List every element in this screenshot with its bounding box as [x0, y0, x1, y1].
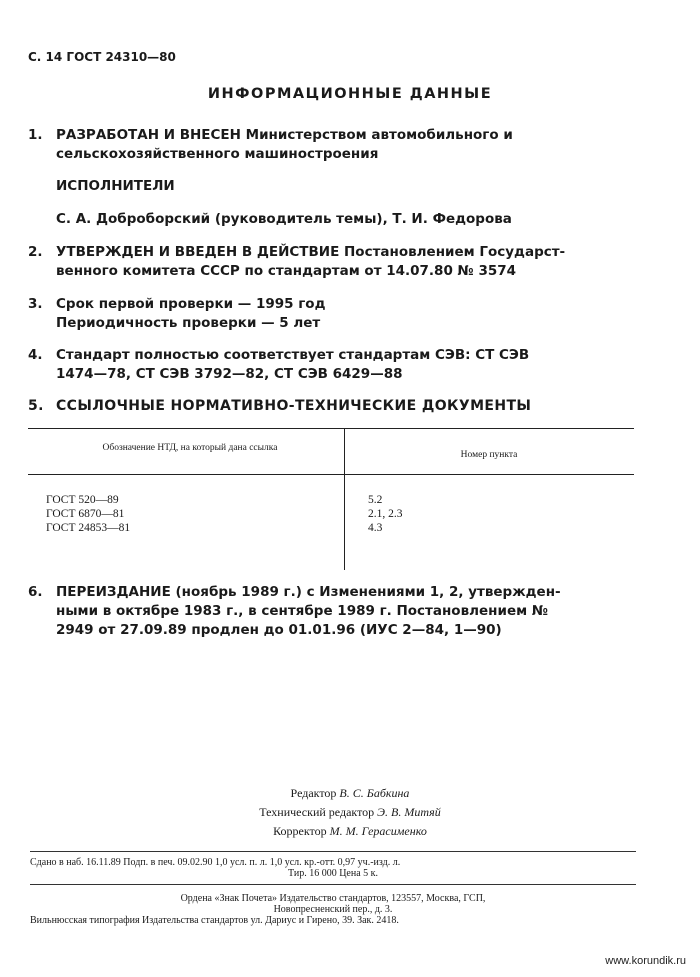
item-line: С. А. Доброборский (руководитель темы), Т. И. Федорова: [56, 211, 512, 227]
table-row: [368, 494, 382, 507]
editor-role: Редактор: [290, 786, 337, 800]
item-line: 1474—78, СТ СЭВ 3792—82, СТ СЭВ 6429—88: [56, 366, 403, 382]
editor-name: М. М. Герасименко: [329, 824, 427, 838]
item-line: ИСПОЛНИТЕЛИ: [56, 178, 175, 194]
item-5: [28, 397, 531, 416]
item-1: [28, 126, 660, 164]
publisher-line: Новопресненский пер., д. 3.: [273, 904, 393, 915]
publisher-line: Вильнюсская типография Издательства стандартов ул. Дариус и Гирено, 39. Зак. 2418.: [30, 915, 399, 926]
executors-heading: [28, 177, 175, 196]
table-header-document: Обозначение НТД, на который дана ссылка: [102, 443, 278, 453]
item-line: Периодичность проверки — 5 лет: [56, 315, 321, 331]
item-line: ными в октябре 1983 г., в сентябре 1989 г. Постановлением №: [56, 603, 549, 619]
editor-line: [0, 803, 700, 822]
table-row: [46, 522, 130, 535]
editor-line: [0, 784, 700, 803]
imprint-rule-top: [30, 851, 636, 852]
item-line: Срок первой проверки — 1995 год: [56, 296, 326, 312]
item-3: [28, 295, 660, 333]
item-line: УТВЕРЖДЕН И ВВЕДЕН В ДЕЙСТВИЕ Постановлением Государст-: [56, 244, 566, 260]
editor-line: [0, 822, 700, 841]
table-cell-document: ГОСТ 24853—81: [46, 522, 131, 534]
table-row: [46, 508, 124, 521]
table-cell-clause: 4.3: [368, 522, 383, 534]
item-4: [28, 346, 660, 384]
item-number: 3.: [28, 296, 43, 312]
table-cell-document: ГОСТ 6870—81: [46, 508, 125, 520]
item-line: венного комитета СССР по стандартам от 14.07.80 № 3574: [56, 263, 517, 279]
table-row: [368, 508, 403, 521]
item-number: 2.: [28, 244, 43, 260]
item-number: 4.: [28, 347, 43, 363]
print-info-line: Сдано в наб. 16.11.89 Подп. в печ. 09.02.90 1,0 усл. п. л. 1,0 усл. кр.-отт. 0,97 уч.-изд. л.: [30, 857, 401, 868]
print-info-line: Тир. 16 000 Цена 5 к.: [287, 868, 379, 879]
table-header-clause: Номер пункта: [460, 450, 518, 460]
editor-name: В. С. Бабкина: [339, 786, 410, 800]
table-cell-document: ГОСТ 520—89: [46, 494, 119, 506]
watermark-site: www.korundik.ru: [605, 955, 686, 967]
editor-name: Э. В. Митяй: [377, 805, 441, 819]
table-top-rule: [28, 428, 634, 429]
item-line: 2949 от 27.09.89 продлен до 01.01.96 (ИУС 2—84, 1—90): [56, 622, 502, 638]
publisher-block: [30, 893, 636, 926]
table-header-rule: [28, 474, 634, 475]
table-row: [368, 522, 382, 535]
editors-block: [0, 784, 700, 841]
table-cell-clause: 5.2: [368, 494, 383, 506]
item-number: 1.: [28, 127, 43, 143]
item-number: 5.: [28, 398, 44, 414]
publisher-line: Ордена «Знак Почета» Издательство стандартов, 123557, Москва, ГСП,: [180, 893, 486, 904]
item-line: сельскохозяйственного машиностроения: [56, 146, 379, 162]
item-line: РАЗРАБОТАН И ВНЕСЕН Министерством автомобильного и: [56, 127, 513, 143]
executors-names: [28, 210, 512, 229]
item-line: Стандарт полностью соответствует стандартам СЭВ: СТ СЭВ: [56, 347, 530, 363]
editor-role: Корректор: [273, 824, 327, 838]
print-info: [30, 857, 636, 879]
page-header: С. 14 ГОСТ 24310—80: [28, 50, 176, 64]
item-2: [28, 243, 660, 281]
item-line: ПЕРЕИЗДАНИЕ (ноябрь 1989 г.) с Изменениями 1, 2, утвержден-: [56, 584, 561, 600]
item-6: [28, 583, 660, 640]
table-cell-clause: 2.1, 2.3: [368, 508, 403, 520]
editor-role: Технический редактор: [259, 805, 375, 819]
item-number: 6.: [28, 584, 43, 600]
item-line: ССЫЛОЧНЫЕ НОРМАТИВНО-ТЕХНИЧЕСКИЕ ДОКУМЕНТЫ: [56, 398, 532, 414]
imprint-rule-bottom: [30, 884, 636, 885]
page-title: ИНФОРМАЦИОННЫЕ ДАННЫЕ: [207, 86, 493, 102]
table-row: [46, 494, 119, 507]
